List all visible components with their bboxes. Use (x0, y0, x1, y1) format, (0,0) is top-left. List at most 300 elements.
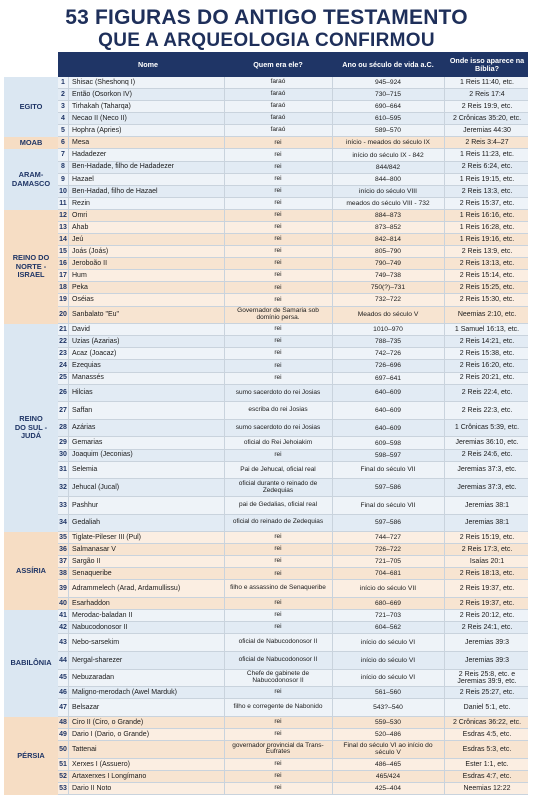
row-date: Final do século VI ao início do século V (343, 742, 433, 757)
row-reference: Jeremias 38:1 (465, 519, 509, 527)
row-reference: 2 Reis 17:3, etc. (461, 546, 513, 554)
row-name: Dario II Noto (72, 784, 112, 792)
row-number: 24 (59, 362, 67, 370)
table-row (58, 282, 528, 294)
row-role: oficial do Rei Jehoiakim (243, 438, 313, 446)
region-label: REINO DO NORTE - ISRAEL (4, 210, 58, 324)
row-date: 750(?)–731 (370, 284, 406, 292)
row-number: 37 (59, 558, 67, 566)
row-reference: 2 Reis 15:19, etc. (459, 534, 515, 542)
row-date: início - meados do século IX (345, 139, 430, 147)
row-date: 609–598 (374, 439, 402, 447)
row-name: Pashhur (72, 501, 99, 509)
row-name: Xerxes I (Assuero) (72, 760, 130, 768)
row-date: 842–814 (374, 236, 402, 244)
row-role: rei (274, 373, 282, 381)
header-date: Ano ou século de vida a.C. (342, 59, 434, 69)
table-row (58, 598, 528, 610)
row-reference: 2 Reis 17:4 (469, 90, 505, 98)
row-number: 7 (61, 151, 65, 159)
row-role: rei (274, 283, 282, 291)
row-name: Peka (72, 284, 88, 292)
divider (224, 77, 225, 795)
table-row (58, 113, 528, 125)
row-name: Joaquim (Jeconias) (72, 451, 133, 459)
row-number: 5 (61, 127, 65, 135)
row-date: 805–790 (374, 248, 402, 256)
row-role: rei (274, 259, 282, 267)
row-date: 721–705 (374, 558, 402, 566)
row-reference: 2 Reis 25:8, etc. e Jeremias 39:9, etc. (457, 670, 517, 685)
table-row (58, 336, 528, 348)
table-row (58, 580, 528, 598)
row-name: Jeroboão II (72, 260, 108, 268)
row-reference: 2 Reis 19:37, etc. (459, 599, 515, 607)
row-reference: Jeremias 39:3 (465, 656, 509, 664)
row-date: 425–404 (374, 784, 402, 792)
row-number: 30 (59, 451, 67, 459)
row-name: Maligno-merodach (Awel Marduk) (72, 689, 177, 697)
row-date: Meados do século V (357, 311, 419, 319)
table-row (58, 77, 528, 89)
row-number: 48 (59, 718, 67, 726)
row-name: Tiglate-Pileser III (Pul) (72, 534, 141, 542)
row-date: 520–486 (374, 731, 402, 739)
row-date: início do século VIII (359, 187, 417, 195)
row-reference: 2 Reis 25:27, etc. (459, 689, 515, 697)
table-row (58, 324, 528, 336)
row-reference: Jeremias 37:3, etc. (457, 466, 517, 474)
row-reference: 2 Reis 15:14, etc. (459, 272, 515, 280)
row-number: 26 (59, 389, 67, 397)
row-name: Ben-Hadade, filho de Hadadezer (72, 163, 174, 171)
row-name: Sanbalato "Eu" (72, 311, 120, 319)
table-row (58, 137, 528, 149)
table-row (58, 610, 528, 622)
row-reference: 2 Reis 22:3, etc. (461, 406, 513, 414)
row-name: Manassés (72, 374, 104, 382)
table-row (58, 294, 528, 306)
row-reference: Esdras 4:7, etc. (462, 772, 512, 780)
row-number: 53 (59, 784, 67, 792)
table-row (58, 258, 528, 270)
table-row (58, 729, 528, 741)
row-role: oficial de Nabucodonosor II (238, 655, 318, 663)
table-row (58, 783, 528, 795)
header-who: Quem era ele? (253, 59, 303, 69)
row-name: David (72, 326, 90, 334)
row-name: Artaxerxes I Longímano (72, 772, 147, 780)
row-number: 29 (59, 439, 67, 447)
row-number: 50 (59, 745, 67, 753)
row-reference: 2 Reis 19:37, etc. (459, 585, 515, 593)
row-reference: 2 Reis 3:4–27 (465, 139, 509, 147)
table-row (58, 348, 528, 360)
row-name: Jehucal (Jucal) (72, 483, 120, 491)
region-label: ASSÍRIA (4, 532, 58, 610)
row-number: 49 (59, 730, 67, 738)
row-role: oficial do reinado de Zedequias (232, 518, 324, 526)
row-reference: 2 Reis 13:9, etc. (461, 248, 513, 255)
row-reference: 1 Samuel 16:13, etc. (454, 326, 520, 334)
row-reference: 2 Reis 13:3, etc. (461, 187, 513, 195)
table-row (58, 670, 528, 688)
row-name: Oséias (72, 296, 94, 304)
row-reference: 2 Reis 20:21, etc. (459, 374, 515, 382)
row-role: rei (274, 533, 282, 541)
table-row (58, 198, 528, 210)
row-role: sumo sacerdoto do rei Josias (235, 423, 321, 431)
row-name: Gemarias (72, 439, 103, 447)
table-row (58, 373, 528, 385)
row-number: 31 (59, 466, 67, 474)
row-number: 35 (59, 534, 67, 542)
row-name: Shisac (Sheshonq I) (72, 78, 136, 86)
row-name: Gedaliah (72, 519, 101, 527)
row-date: 598–597 (374, 451, 402, 459)
divider (68, 77, 69, 795)
row-name: Senaqueribe (72, 570, 112, 578)
row-number: 9 (61, 175, 65, 183)
row-name: Mesa (72, 139, 90, 147)
row-date: início do século VI (360, 639, 416, 647)
row-reference: 2 Reis 14:21, etc. (459, 338, 515, 346)
row-number: 28 (59, 424, 67, 432)
row-number: 45 (59, 674, 67, 682)
row-reference: Isaías 20:1 (469, 558, 505, 566)
row-date: 884–873 (374, 211, 402, 219)
table-row (58, 771, 528, 783)
row-number: 34 (59, 519, 67, 527)
row-name: Ahab (72, 223, 89, 231)
row-number: 18 (59, 284, 67, 292)
row-number: 2 (61, 90, 65, 98)
row-role: rei (274, 718, 282, 726)
row-role: rei (274, 337, 282, 345)
row-name: Necao II (Neco II) (72, 115, 127, 123)
row-name: Azárias (72, 424, 96, 432)
table-row (58, 420, 528, 438)
table-row (58, 556, 528, 568)
row-number: 10 (59, 187, 67, 195)
row-name: Hum (72, 272, 87, 280)
table-row (58, 101, 528, 113)
row-role: rei (274, 138, 282, 146)
table-row (58, 307, 528, 325)
row-date: 749–738 (374, 272, 402, 280)
row-number: 20 (59, 311, 67, 319)
table-row (58, 234, 528, 246)
row-number: 4 (61, 115, 65, 123)
row-name: Jeú (72, 235, 84, 243)
region-label: BABILÔNIA (4, 610, 58, 717)
row-number: 11 (59, 199, 67, 207)
row-reference: 2 Reis 15:25, etc. (459, 284, 515, 292)
row-date: 726–722 (374, 546, 402, 554)
row-number: 44 (59, 656, 67, 664)
row-date: 726–696 (374, 362, 402, 370)
row-name: Tattenai (72, 745, 97, 753)
row-role: Chefe de gabinete de Nabucodonosor II (246, 670, 310, 684)
row-reference: 1 Reis 11:23, etc. (460, 151, 514, 159)
row-role: rei (274, 450, 282, 458)
region-label: MOAB (4, 137, 58, 149)
row-date: 744–727 (374, 534, 402, 542)
row-name: Hazael (72, 175, 94, 183)
row-role: rei (274, 599, 282, 607)
row-role: rei (274, 557, 282, 565)
header-ref: Onde isso aparece na Bíblia? (449, 55, 525, 73)
divider (444, 77, 445, 795)
row-role: faraó (270, 78, 286, 86)
table-row (58, 568, 528, 580)
row-reference: 2 Reis 16:20, etc. (459, 362, 515, 370)
row-role: rei (274, 271, 282, 279)
row-reference: 2 Reis 24:6, etc. (461, 451, 513, 459)
table-row (58, 246, 528, 258)
row-name: Nebuzaradan (72, 674, 115, 682)
row-date: 561–560 (374, 689, 402, 697)
row-role: rei (274, 349, 282, 357)
row-role: rei (274, 174, 282, 182)
table-row (58, 385, 528, 403)
row-name: Esarhaddon (72, 599, 110, 607)
row-number: 33 (59, 501, 67, 509)
row-name: Rezin (72, 199, 90, 207)
row-name: Uzias (Azarias) (72, 338, 120, 346)
row-name: Saffan (72, 406, 93, 414)
row-number: 21 (59, 326, 67, 334)
row-date: 873–852 (374, 224, 402, 231)
table-row (58, 687, 528, 699)
table-row (58, 437, 528, 449)
row-role: rei (274, 223, 282, 231)
row-reference: Jeremias 44:30 (463, 127, 511, 135)
row-reference: Jeremias 39:3 (465, 639, 509, 646)
table-row (58, 479, 528, 497)
row-name: Tirhakah (Taharqa) (72, 103, 131, 111)
row-date: 1010–970 (373, 326, 403, 334)
row-name: Ezequias (72, 362, 101, 370)
row-reference: 1 Reis 19:16, etc. (459, 235, 515, 243)
row-reference: Daniel 5:1, etc. (463, 703, 511, 711)
row-date: início do século VI (360, 674, 416, 682)
row-role: rei (274, 325, 282, 333)
row-reference: 2 Reis 20:12, etc. (459, 612, 515, 620)
row-date: 680–669 (374, 600, 402, 608)
row-date: 945–924 (374, 79, 402, 87)
row-date: 697–641 (374, 374, 402, 382)
table-row (58, 270, 528, 282)
row-reference: 1 Reis 11:40, etc. (460, 78, 514, 86)
row-reference: 1 Reis 19:15, etc. (459, 175, 515, 183)
table-row (58, 699, 528, 717)
table-row (58, 497, 528, 515)
row-reference: 2 Reis 22:4, etc. (461, 389, 513, 397)
row-number: 27 (59, 406, 67, 414)
row-role: Governador de Samaria sob domínio persa. (237, 307, 319, 321)
row-date: 486–465 (374, 760, 402, 768)
row-number: 13 (59, 223, 67, 231)
row-number: 6 (61, 139, 65, 147)
table-row (58, 622, 528, 634)
row-name: Joás (Joás) (72, 248, 109, 255)
row-date: 640–609 (374, 407, 402, 415)
row-role: rei (274, 623, 282, 631)
row-reference: Esdras 5:3, etc. (462, 745, 512, 753)
table-row (58, 125, 528, 137)
row-date: 704–681 (374, 570, 402, 578)
table-row (58, 162, 528, 174)
row-name: Ciro II (Ciro, o Grande) (72, 718, 144, 726)
row-name: Sargão II (72, 558, 101, 566)
row-name: Então (Osorkon IV) (72, 90, 132, 98)
row-number: 32 (59, 483, 67, 491)
table-row (58, 210, 528, 222)
row-name: Dario I (Dario, o Grande) (72, 730, 150, 738)
row-name: Salmanasar V (72, 546, 116, 554)
row-reference: 2 Crônicas 35:20, etc. (452, 115, 522, 123)
row-date: 844–800 (374, 175, 402, 183)
row-reference: 1 Reis 16:16, etc. (459, 211, 515, 219)
table-row (58, 149, 528, 161)
table-row (58, 652, 528, 670)
table-row (58, 717, 528, 729)
row-name: Omri (72, 211, 88, 219)
row-name: Acaz (Joacaz) (72, 350, 117, 358)
row-reference: Ester 1:1, etc. (465, 760, 509, 768)
row-number: 25 (59, 374, 67, 382)
row-date: 597–586 (374, 484, 402, 492)
row-name: Hadadezer (72, 151, 107, 159)
row-date: 559–530 (374, 718, 402, 726)
row-number: 52 (59, 772, 67, 780)
row-number: 14 (59, 235, 67, 243)
row-date: início do século VII (359, 585, 417, 593)
row-reference: Neemias 12:22 (463, 784, 511, 792)
row-number: 40 (59, 599, 67, 607)
row-date: 465/424 (375, 772, 401, 780)
row-reference: Neemias 2:10, etc. (457, 311, 517, 319)
row-name: Nebo-sarsekim (72, 639, 120, 646)
table-row (58, 186, 528, 198)
row-date: início do século IX - 842 (352, 151, 424, 159)
row-role: rei (274, 235, 282, 243)
row-date: 640–609 (374, 389, 402, 397)
row-role: faraó (270, 114, 286, 122)
row-date: início do século VI (360, 656, 416, 664)
row-reference: 1 Reis 16:28, etc. (459, 223, 515, 231)
row-role: rei (274, 361, 282, 369)
row-reference: 2 Reis 15:38, etc. (459, 350, 515, 358)
row-role: faraó (270, 102, 286, 110)
row-role: rei (274, 759, 282, 767)
row-date: 589–570 (374, 127, 402, 135)
table-row (58, 174, 528, 186)
row-reference: 2 Reis 15:37, etc. (459, 199, 515, 207)
row-number: 22 (59, 338, 67, 346)
header-name: Nome (138, 59, 158, 69)
row-role: filho e corregente de Nabonido (233, 703, 323, 711)
row-date: 788–735 (374, 338, 402, 346)
row-role: rei (274, 611, 282, 619)
row-name: Belsazar (72, 703, 100, 711)
row-name: Ben-Hadad, filho de Hazael (72, 187, 158, 195)
row-date: 844/842 (375, 163, 401, 171)
row-role: governador provincial da Trans-Eufrates (232, 741, 324, 756)
row-date: 742–726 (374, 350, 402, 358)
row-reference: Jeremias 38:1 (465, 501, 509, 509)
row-date: 610–595 (374, 115, 402, 123)
row-role: faraó (270, 126, 286, 134)
row-date: meados do século VIII - 732 (346, 199, 430, 207)
row-reference: 2 Reis 24:1, etc. (461, 624, 513, 632)
row-role: rei (274, 198, 282, 206)
row-name: Nabucodonosor II (72, 624, 128, 632)
row-role: faraó (270, 90, 286, 98)
row-role: oficial de Nabucodonosor II (238, 638, 318, 646)
row-number: 47 (59, 703, 67, 711)
region-label: REINO DO SUL - JUDÁ (4, 324, 58, 532)
table-row (58, 634, 528, 652)
table-row (58, 544, 528, 556)
row-role: pai de Gedalias, oficial real (238, 500, 318, 508)
page-title-line-2: QUE A ARQUEOLOGIA CONFIRMOU (98, 30, 435, 51)
table-row (58, 222, 528, 234)
row-number: 19 (59, 296, 67, 304)
region-label: EGITO (4, 77, 58, 137)
row-name: Merodac-baladan II (72, 612, 133, 620)
row-role: rei (274, 688, 282, 696)
table-row (58, 402, 528, 420)
row-number: 23 (59, 350, 67, 358)
row-name: Hophra (Apries) (72, 127, 122, 135)
row-date: 690–664 (374, 103, 402, 111)
row-reference: Esdras 4:5, etc. (462, 730, 512, 738)
row-role: rei (274, 211, 282, 219)
row-reference: 2 Crônicas 36:22, etc. (452, 718, 522, 726)
table-row (58, 532, 528, 544)
row-role: rei (274, 730, 282, 738)
row-date: Final do século VII (360, 501, 416, 509)
row-date: Final do século VII (360, 466, 416, 474)
row-role: rei (274, 295, 282, 303)
row-role: rei (274, 784, 282, 792)
row-role: rei (274, 150, 282, 158)
row-number: 36 (59, 546, 67, 554)
row-role: oficial durante o reinado de Zedequias (238, 479, 318, 494)
table-row (58, 462, 528, 480)
page-title-line-1: 53 FIGURAS DO ANTIGO TESTAMENTO (65, 6, 468, 29)
row-name: Hilcias (72, 389, 93, 397)
row-reference: 2 Reis 13:13, etc. (459, 260, 515, 268)
row-name: Adrammelech (Arad, Ardamullissu) (72, 585, 181, 593)
row-date: 543?–540 (373, 704, 403, 712)
row-role: rei (274, 569, 282, 577)
row-number: 43 (59, 639, 67, 646)
row-number: 3 (61, 103, 65, 111)
row-role: filho e assassino de Senaqueribe (230, 584, 326, 592)
row-number: 39 (59, 585, 67, 593)
row-number: 17 (59, 272, 67, 280)
row-number: 15 (59, 248, 67, 255)
row-role: rei (274, 545, 282, 553)
row-role: rei (274, 162, 282, 170)
row-number: 41 (59, 612, 67, 620)
row-name: Selemia (72, 466, 98, 474)
row-role: Pai de Jehucal, oficial real (240, 465, 316, 473)
row-date: 790–749 (374, 260, 402, 268)
